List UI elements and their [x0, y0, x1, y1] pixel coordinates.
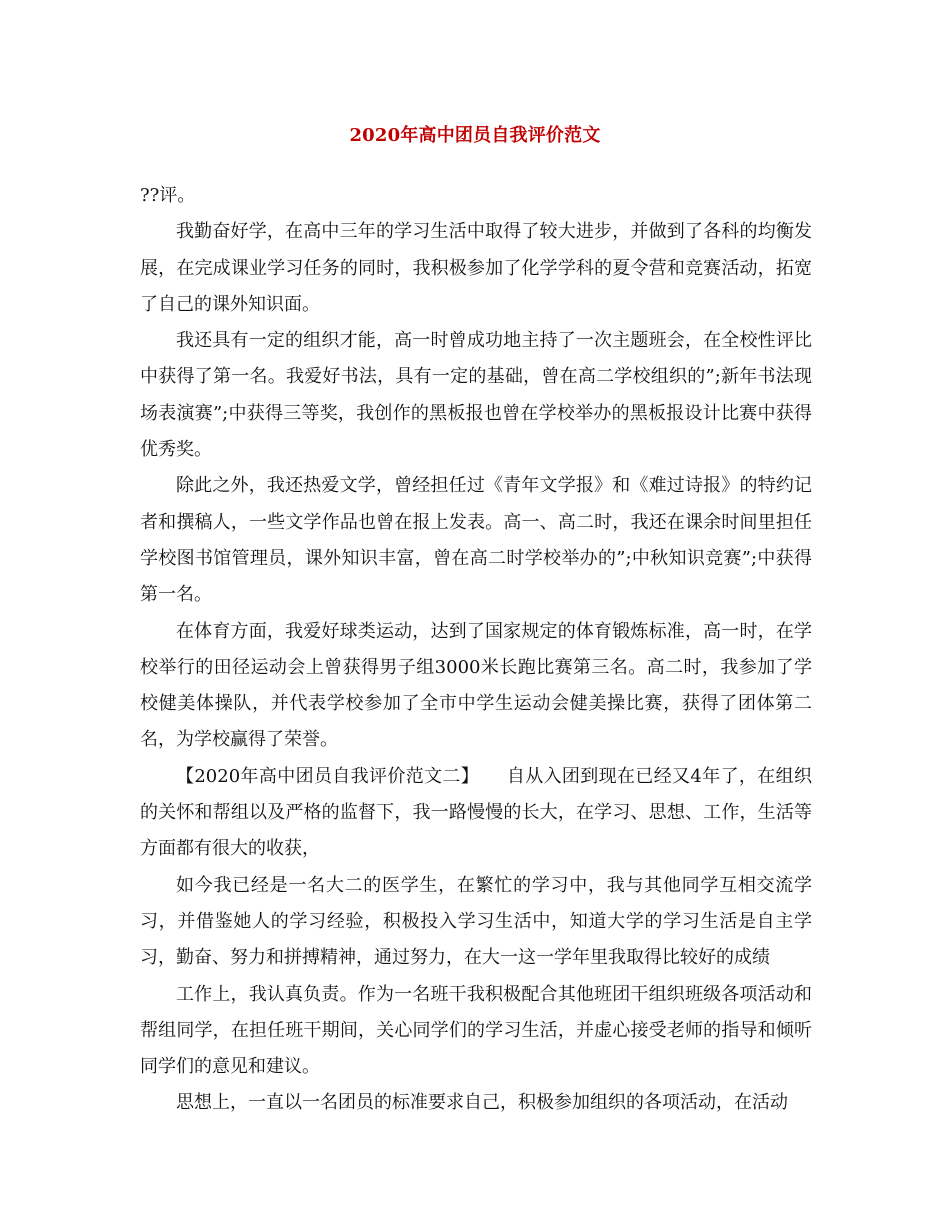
- paragraph-work: 工作上，我认真负责。作为一名班干我积极配合其他班团干组织班级各项活动和帮组同学，在担任班干期间，关心同学们的学习生活，并虚心接受老师的指导和倾听同学们的意见和建议。: [140, 983, 812, 1078]
- paragraph-essay-two-intro: 【2020年高中团员自我评价范文二】 自从入团到现在已经又4年了，在组织的关怀和帮组以及严格的监督下，我一路慢慢的长大，在学习、思想、工作，生活等方面都有很大的收获，: [140, 765, 812, 860]
- paragraph-university-study: 如今我已经是一名大二的医学生，在繁忙的学习中，我与其他同学互相交流学习，并借鉴她人的学习经验，积极投入学习生活中，知道大学的学习生活是自主学习，勤奋、努力和拼搏精神，通过努力，在大一这一学年里我取得比较好的成绩: [140, 874, 812, 969]
- paragraph-sports: 在体育方面，我爱好球类运动，达到了国家规定的体育锻炼标准，高一时，在学校举行的田径运动会上曾获得男子组3000米长跑比赛第三名。高二时，我参加了学校健美体操队，并代表学校参加了全市中学生运动会健美操比赛，获得了团体第二名，为学校赢得了荣誉。: [140, 620, 812, 751]
- paragraph-thought: 思想上，一直以一名团员的标准要求自己，积极参加组织的各项活动，在活动: [176, 1092, 788, 1114]
- paragraph-literature: 除此之外，我还热爱文学，曾经担任过《青年文学报》和《难过诗报》的特约记者和撰稿人，一些文学作品也曾在报上发表。高一、高二时，我还在课余时间里担任学校图书馆管理员，课外知识丰富，曾在高二时学校举办的”;中秋知识竞赛”;中获得第一名。: [140, 475, 812, 606]
- paragraph-fragment: ??评。: [140, 185, 196, 206]
- paragraph-study: 我勤奋好学，在高中三年的学习生活中取得了较大进步，并做到了各科的均衡发展，在完成课业学习任务的同时，我积极参加了化学学科的夏令营和竞赛活动，拓宽了自己的课外知识面。: [140, 221, 812, 315]
- paragraph-organization: 我还具有一定的组织才能，高一时曾成功地主持了一次主题班会，在全校性评比中获得了第一名。我爱好书法，具有一定的基础，曾在高二学校组织的”;新年书法现场表演赛”;中获得三等奖，我创作的黑板报也曾在学校举办的黑板报设计比赛中获得优秀奖。: [140, 330, 812, 461]
- document-body: [140, 178, 812, 1122]
- document-title: 2020年高中团员自我评价范文: [349, 125, 601, 146]
